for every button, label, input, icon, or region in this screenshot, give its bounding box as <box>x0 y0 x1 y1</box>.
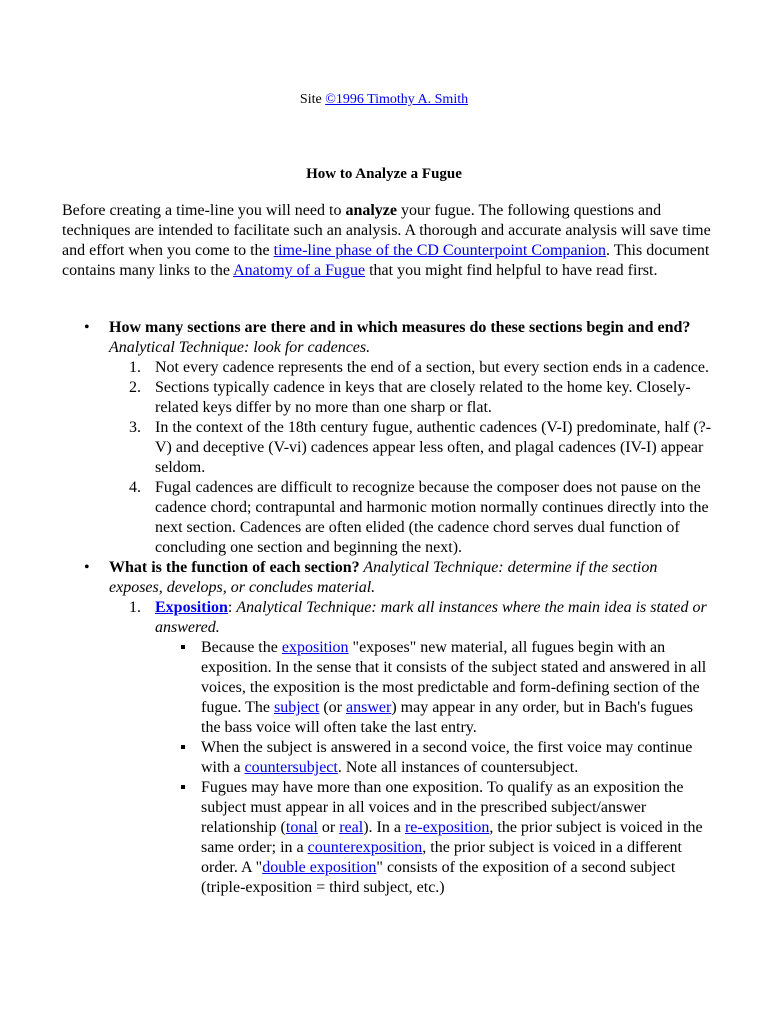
question-sections-text: How many sections are there and in which measures do these sections begin and end? <box>109 319 691 336</box>
bullet-text: or <box>317 819 340 836</box>
timeline-phase-link[interactable]: time-line phase of the CD Counterpoint Companion <box>273 242 607 259</box>
question-sections <box>62 318 712 558</box>
bullet-text: " consists of the exposition of a second subject (triple-exposition = third subject, etc.) <box>201 859 676 896</box>
list-number: 2. <box>129 379 141 396</box>
double-exposition-link[interactable]: double exposition <box>262 859 377 876</box>
exposition-colon: : <box>227 599 237 616</box>
bullet-text: ) may appear in any order, but in Bach's fugues the bass voice will often take the last entry. <box>201 699 694 736</box>
bullet-item <box>155 778 712 898</box>
page-title: How to Analyze a Fugue <box>306 166 462 182</box>
list-text: In the context of the 18th century fugue, authentic cadences (V-I) predominate, half (?-V) and deceptive (V-vi) cadences appear less often, and plagal cadences (IV-I) appear seldom. <box>155 419 712 476</box>
bullet-item <box>155 738 712 778</box>
list-text: Not every cadence represents the end of a section, but every section ends in a cadence. <box>155 359 709 376</box>
site-credit <box>0 90 768 110</box>
list-item <box>109 358 712 378</box>
list-text: Fugal cadences are difficult to recognize because the composer does not pause on the cadence chord; contrapuntal and harmonic motion normally continues directly into the next section. Cadences are often elided (the cadence chord serves dual function of concluding one section and beginning the next). <box>155 479 709 556</box>
question-function-text: What is the function of each section? <box>109 559 360 576</box>
bullet-text: , the prior subject is voiced in a different order. A " <box>201 839 682 876</box>
list-item <box>109 418 712 478</box>
list-item <box>109 478 712 558</box>
intro-paragraph <box>62 201 712 281</box>
counterexposition-link[interactable]: counterexposition <box>307 839 423 856</box>
function-list <box>109 598 712 898</box>
anatomy-of-fugue-link[interactable]: Anatomy of a Fugue <box>233 262 366 279</box>
list-number: 1. <box>129 359 141 376</box>
exposition-technique: Analytical Technique: mark all instances where the main idea is stated or answered. <box>155 599 707 636</box>
copyright-link[interactable]: ©1996 Timothy A. Smith <box>325 92 469 107</box>
subject-link[interactable]: subject <box>274 699 320 716</box>
list-number: 1. <box>129 599 141 616</box>
answer-link[interactable]: answer <box>346 699 392 716</box>
tonal-link[interactable]: tonal <box>285 819 318 836</box>
list-item-exposition <box>109 598 712 898</box>
question-function <box>62 558 712 898</box>
exposition-notes <box>155 638 712 898</box>
intro-bold-analyze: analyze <box>345 202 397 219</box>
exposition-heading-link[interactable]: Exposition <box>155 599 228 616</box>
list-text: Sections typically cadence in keys that are closely related to the home key. Closely-related keys differ by no more than one sharp or flat. <box>155 379 691 416</box>
exposition-link[interactable]: exposition <box>281 639 349 656</box>
bullet-item <box>155 638 712 738</box>
bullet-text: When the subject is answered in a second voice, the first voice may continue with a <box>201 739 693 776</box>
bullet-text: . Note all instances of countersubject. <box>337 759 579 776</box>
bullet-text: Because the <box>201 639 282 656</box>
bullet-text: , the prior subject is voiced in the same order; in a <box>201 819 703 856</box>
intro-text-3: . This document contains many links to the <box>62 242 710 279</box>
bullet-text: (or <box>319 699 346 716</box>
countersubject-link[interactable]: countersubject <box>244 759 338 776</box>
intro-text-2: your fugue. The following questions and techniques are intended to facilitate such an analysis. A thorough and accurate analysis will save time and effort when you come to the <box>62 202 711 259</box>
bullet-text: ). In a <box>363 819 405 836</box>
cadence-list <box>109 358 712 558</box>
re-exposition-link[interactable]: re-exposition <box>404 819 490 836</box>
bullet-text: Fugues may have more than one exposition. To qualify as an exposition the subject must appear in all voices and in the prescribed subject/answer relationship ( <box>201 779 684 836</box>
intro-text-1: Before creating a time-line you will need to <box>62 202 346 219</box>
site-prefix: Site <box>299 92 326 107</box>
question-sections-technique: Analytical Technique: look for cadences. <box>109 339 371 356</box>
question-function-technique: Analytical Technique: determine if the section exposes, develops, or concludes material. <box>109 559 658 596</box>
list-number: 4. <box>129 479 141 496</box>
list-item <box>109 378 712 418</box>
real-link[interactable]: real <box>339 819 364 836</box>
list-number: 3. <box>129 419 141 436</box>
bullet-text: "exposes" new material, all fugues begin with an exposition. In the sense that it consists of the subject stated and answered in all voices, the exposition is the most predictable and form-defining section of the fugue. The <box>201 639 707 716</box>
question-list <box>62 318 712 898</box>
intro-text-4: that you might find helpful to have read first. <box>365 262 658 279</box>
